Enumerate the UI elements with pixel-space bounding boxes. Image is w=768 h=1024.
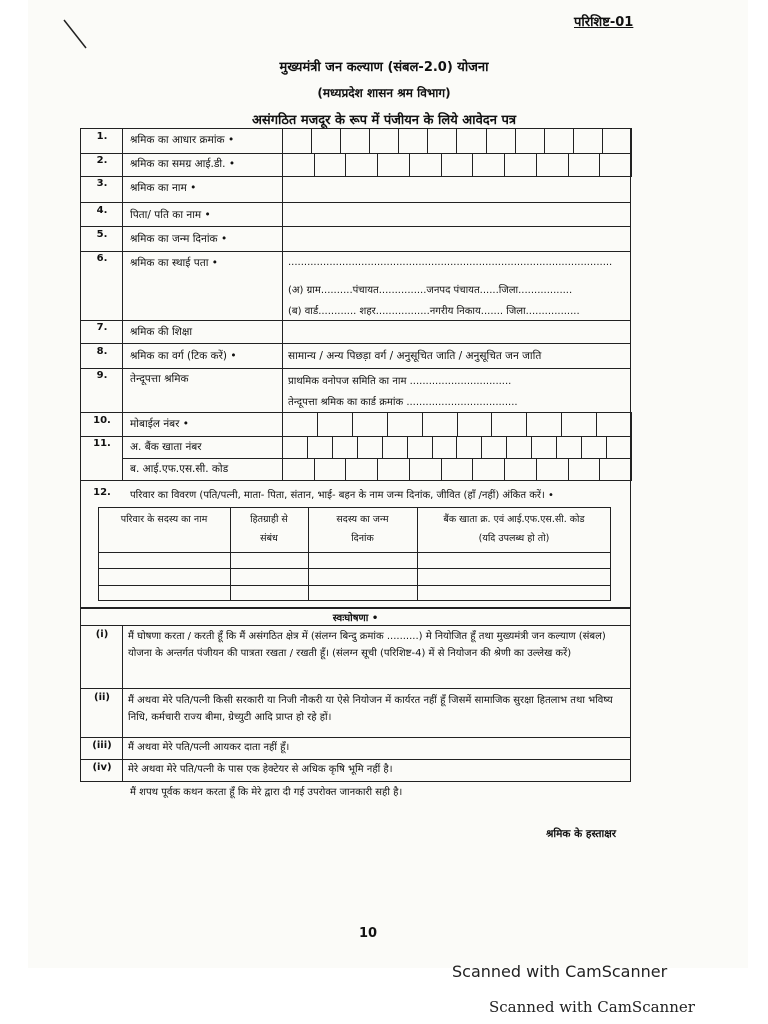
row-number: 4.	[96, 205, 108, 216]
declaration-item-1: मैं घोषणा करता / करती हूँ कि मैं असंगठित क्षेत्र में (संलग्न बिन्दु क्रमांक ..........) मे नियोजित हूँ तथा मुख्यमंत्री जन कल्याण (संबल) योजना के अन्तर्गत पंजीयन की पात्रता रखता / रखती हूँ। (संलग्न सूची (परिशिष्ट-4) में से नियोजन की श्रेणी का उल्लेख करें)	[128, 631, 606, 659]
bank-account-input[interactable]	[282, 436, 632, 459]
mobile-input[interactable]	[282, 412, 632, 437]
declaration-title: स्वःघोषणा •	[332, 613, 379, 624]
mobile-label: मोबाईल नंबर •	[130, 418, 189, 430]
samiti-name-line[interactable]: प्राथमिक वनोपज समिति का नाम ................................	[288, 376, 512, 387]
ifsc-input[interactable]	[282, 458, 632, 481]
row-number: 3.	[96, 178, 108, 189]
row-number: 10.	[93, 415, 111, 426]
camscanner-watermark: Scanned with CamScanner	[452, 962, 668, 981]
row-number: 11.	[93, 438, 111, 449]
aadhaar-label: श्रमिक का आधार क्रमांक •	[130, 134, 235, 146]
appendix-label: परिशिष्ट-01	[574, 15, 634, 30]
declaration-item-3: मैं अथवा मेरे पति/पत्नी आयकर दाता नहीं हूँ।	[128, 742, 290, 753]
row-number: 6.	[96, 253, 108, 264]
declaration-item-2: मैं अथवा मेरे पति/पत्नी किसी सरकारी या निजी नौकरी या ऐसे नियोजन में कार्यरत नहीं हूँ जिसमें सामाजिक सुरक्षा हितलाभ तथा भविष्य निधि, कर्मचारी राज्य बीमा, ग्रेच्युटी आदि प्राप्त हो रहे हों।	[128, 695, 613, 723]
samagra-id-input[interactable]	[282, 153, 632, 177]
declaration-number: (iv)	[92, 762, 112, 773]
row-number: 7.	[96, 322, 108, 333]
family-col-dob-2: दिनांक	[351, 533, 374, 544]
family-col-bank-2: (यदि उपलब्ध हो तो)	[478, 533, 550, 544]
row-number: 1.	[96, 131, 108, 142]
family-col-name: परिवार के सदस्य का नाम	[120, 514, 208, 525]
pen-mark	[60, 18, 90, 52]
row-number: 2.	[96, 155, 108, 166]
form-title: असंगठित मजदूर के रूप में पंजीयन के लिये आवेदन पत्र	[251, 113, 517, 128]
family-col-dob: सदस्य का जन्म	[336, 514, 389, 525]
camscanner-footer: Scanned with CamScanner	[489, 998, 695, 1016]
page-number: 10	[359, 926, 378, 941]
declaration-item-4: मेरे अथवा मेरे पति/पत्नी के पास एक हेक्टेयर से अधिक कृषि भूमि नहीं है।	[128, 764, 393, 775]
family-col-relation-2: संबंध	[260, 533, 278, 544]
aadhaar-input[interactable]	[282, 128, 632, 154]
tendupatta-label: तेन्दूपत्ता श्रमिक	[130, 373, 189, 385]
declaration-number: (iii)	[92, 740, 112, 751]
education-label: श्रमिक की शिक्षा	[130, 326, 193, 338]
category-label: श्रमिक का वर्ग (टिक करें) •	[130, 350, 237, 362]
address-label: श्रमिक का स्थाई पता •	[130, 257, 218, 269]
row-number: 9.	[96, 370, 108, 381]
declaration-number: (i)	[95, 629, 109, 640]
department-name: (मध्यप्रदेश शासन श्रम विभाग)	[317, 86, 451, 100]
father-name-label: पिता/ पति का नाम •	[130, 209, 211, 221]
ifsc-label: ब. आई.एफ.एस.सी. कोड	[130, 463, 229, 475]
oath-statement: मैं शपथ पूर्वक कथन करता हूँ कि मेरे द्वारा दी गई उपरोक्त जानकारी सही है।	[130, 787, 403, 798]
family-col-relation: हितग्राही से	[250, 514, 288, 525]
dob-label: श्रमिक का जन्म दिनांक •	[130, 233, 228, 245]
address-dots[interactable]: ......................................................................................................	[288, 257, 613, 268]
declaration-number: (ii)	[94, 692, 110, 703]
family-col-bank: बैंक खाता क्र. एवं आई.एफ.एस.सी. कोड	[443, 514, 585, 525]
family-section-title: परिवार का विवरण (पति/पत्नी, माता- पिता, संतान, भाई- बहन के नाम जन्म दिनांक, जीवित (हाँ /नहीं) अंकित करें। •	[130, 490, 554, 501]
scheme-title: मुख्यमंत्री जन कल्याण (संबल-2.0) योजना	[279, 60, 489, 75]
row-number: 5.	[96, 229, 108, 240]
row-number: 8.	[96, 346, 108, 357]
address-urban-line[interactable]: (ब) वार्ड............ शहर.................नगरीय निकाय....... जिला.................	[288, 306, 580, 317]
address-rural-line[interactable]: (अ) ग्राम..........पंचायत...............जनपद पंचायत......जिला.................	[288, 285, 573, 296]
name-label: श्रमिक का नाम •	[130, 182, 197, 194]
bank-account-label: अ. बैंक खाता नंबर	[130, 441, 202, 453]
samagra-label: श्रमिक का समग्र आई.डी. •	[130, 158, 236, 170]
row-number: 12.	[93, 487, 111, 498]
card-number-line[interactable]: तेन्दूपत्ता श्रमिक का कार्ड क्रमांक ...................................	[288, 397, 518, 408]
signature-label[interactable]: श्रमिक के हस्ताक्षर	[546, 828, 617, 840]
category-options[interactable]: सामान्य / अन्य पिछड़ा वर्ग / अनुसूचित जाति / अनुसूचित जन जाति	[288, 350, 542, 362]
